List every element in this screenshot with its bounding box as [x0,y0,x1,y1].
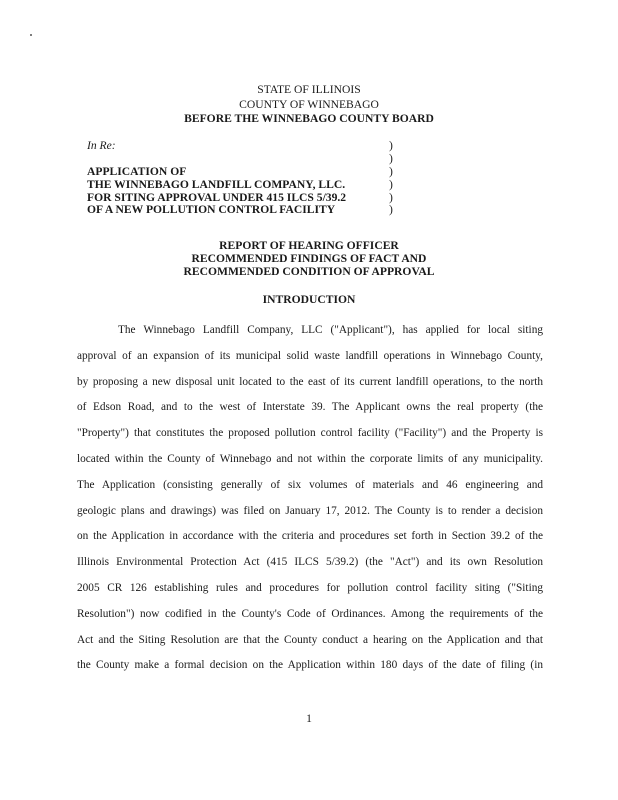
section-heading-introduction: INTRODUCTION [262,293,356,306]
body-line: The Application (consisting generally of six volumes of materials and 46 engineering and [77,478,543,491]
body-line: The Winnebago Landfill Company, LLC ("Applicant"), has applied for local siting [118,324,543,336]
body-line: geologic plans and drawings) was filed on January 17, 2012. The County is to render a decision [77,504,543,517]
caption-paren: ) [389,151,393,165]
document-header [0,83,618,127]
body-line: of Edson Road, and to the west of Interstate 39. The Applicant owns the real property (the [77,401,543,414]
body-line: 2005 CR 126 establishing rules and procedures for pollution control facility siting ("Siting [77,581,543,594]
caption-row [87,140,427,153]
caption-paren: ) [389,177,393,191]
caption-line: OF A NEW POLLUTION CONTROL FACILITY [87,203,336,217]
body-line: located within the County of Winnebago and not within the corporate limits of any municipality. [77,452,543,465]
caption-paren: ) [389,164,393,178]
header-county: COUNTY OF WINNEBAGO [239,97,379,111]
page-number: 1 [306,712,312,725]
body-line: Act and the Siting Resolution are that the County conduct a hearing on the Application and that [77,633,543,646]
body-line: "Property") that constitutes the proposed pollution control facility ("Facility") and the Property is [77,427,543,440]
body-line: approval of an expansion of its municipal solid waste landfill operations in Winnebago County, [77,349,543,362]
caption-paren: ) [389,190,393,204]
body-paragraph [77,318,543,679]
header-board: BEFORE THE WINNEBAGO COUNTY BOARD [184,112,434,125]
body-line: the County make a formal decision on the Application within 180 days of the date of filing (in [77,659,543,672]
report-title-line: RECOMMENDED FINDINGS OF FACT AND [191,251,427,265]
caption-row [87,179,427,192]
report-title-line: RECOMMENDED CONDITION OF APPROVAL [183,264,435,278]
caption-paren: ) [389,139,393,152]
body-line: on the Application in accordance with the criteria and procedures set forth in Section 39.2 of the [77,530,543,543]
caption-in-re: In Re: [87,139,116,152]
caption-row [87,204,427,217]
caption-line: APPLICATION OF [87,164,187,178]
report-title [0,240,618,279]
caption-line: FOR SITING APPROVAL UNDER 415 ILCS 5/39.2 [87,190,347,204]
caption-row [87,166,427,179]
caption-paren: ) [389,203,393,217]
report-title-line: REPORT OF HEARING OFFICER [219,239,399,252]
scan-speck [30,34,32,36]
case-caption [87,140,427,217]
caption-row [87,153,427,166]
body-line: Resolution") now codified in the County's Code of Ordinances. Among the requirements of the [77,607,543,620]
body-line: Illinois Environmental Protection Act (415 ILCS 5/39.2) (the "Act") and its own Resolution [77,556,543,569]
body-line: by proposing a new disposal unit located to the east of its current landfill operations, to the north [77,375,543,388]
caption-line: THE WINNEBAGO LANDFILL COMPANY, LLC. [87,177,346,191]
header-state: STATE OF ILLINOIS [257,83,361,96]
